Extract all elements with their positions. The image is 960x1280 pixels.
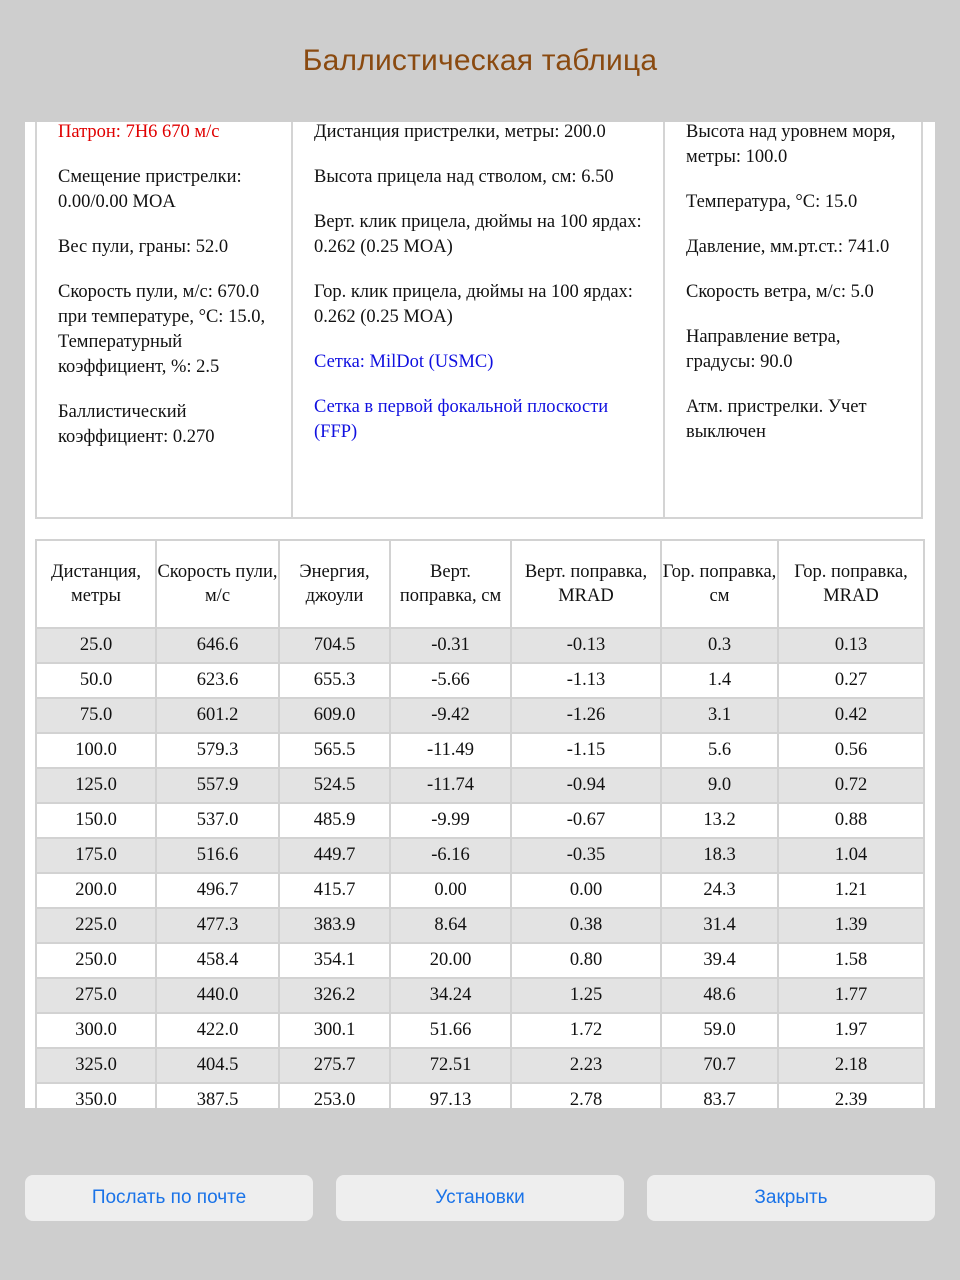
table-cell: 458.4 <box>156 943 279 978</box>
table-cell: 404.5 <box>156 1048 279 1083</box>
table-cell: -6.16 <box>390 838 511 873</box>
table-row <box>36 663 924 698</box>
table-cell: 623.6 <box>156 663 279 698</box>
table-cell: 1.21 <box>778 873 924 908</box>
table-cell: 0.27 <box>778 663 924 698</box>
table-row <box>36 838 924 873</box>
table-row <box>36 1083 924 1108</box>
table-cell: 0.00 <box>511 873 661 908</box>
table-cell: 125.0 <box>36 768 156 803</box>
table-row <box>36 803 924 838</box>
table-cell: 20.00 <box>390 943 511 978</box>
table-cell: -5.66 <box>390 663 511 698</box>
report-scroll-area[interactable] <box>25 122 935 1108</box>
parameter-item: Температура, °C: 15.0 <box>686 192 858 212</box>
parameters-column-atmosphere <box>665 122 921 517</box>
parameter-item: Скорость пули, м/с: 670.0 при температуре, °C: 15.0, Температурный коэффициент, %: 2.5 <box>58 282 266 377</box>
table-cell: 200.0 <box>36 873 156 908</box>
parameter-item: Верт. клик прицела, дюймы на 100 ярдах: 0.262 (0.25 MOA) <box>314 212 642 257</box>
parameter-item: Сетка в первой фокальной плоскости (FFP) <box>314 397 609 442</box>
column-header: Гор. поправка, см <box>661 540 778 628</box>
table-cell: 1.25 <box>511 978 661 1013</box>
table-cell: 25.0 <box>36 628 156 663</box>
table-cell: 704.5 <box>279 628 390 663</box>
table-row <box>36 943 924 978</box>
table-cell: 250.0 <box>36 943 156 978</box>
column-header: Дистанция, метры <box>36 540 156 628</box>
table-cell: 275.7 <box>279 1048 390 1083</box>
table-row <box>36 978 924 1013</box>
table-cell: 275.0 <box>36 978 156 1013</box>
table-cell: 72.51 <box>390 1048 511 1083</box>
table-cell: 655.3 <box>279 663 390 698</box>
table-cell: -0.67 <box>511 803 661 838</box>
table-cell: 325.0 <box>36 1048 156 1083</box>
table-cell: 516.6 <box>156 838 279 873</box>
column-header: Верт. поправка, MRAD <box>511 540 661 628</box>
table-cell: -1.13 <box>511 663 661 698</box>
table-cell: -11.74 <box>390 768 511 803</box>
table-row <box>36 628 924 663</box>
table-cell: 0.13 <box>778 628 924 663</box>
table-cell: 2.18 <box>778 1048 924 1083</box>
table-cell: 5.6 <box>661 733 778 768</box>
parameter-item: Высота над уровнем моря, метры: 100.0 <box>686 122 896 167</box>
table-cell: 97.13 <box>390 1083 511 1108</box>
table-cell: 1.97 <box>778 1013 924 1048</box>
parameters-column-scope <box>293 122 665 517</box>
table-cell: -9.42 <box>390 698 511 733</box>
table-cell: 2.78 <box>511 1083 661 1108</box>
table-cell: 609.0 <box>279 698 390 733</box>
table-cell: 415.7 <box>279 873 390 908</box>
table-cell: 100.0 <box>36 733 156 768</box>
table-cell: 1.72 <box>511 1013 661 1048</box>
table-cell: 300.1 <box>279 1013 390 1048</box>
table-cell: 50.0 <box>36 663 156 698</box>
table-cell: 565.5 <box>279 733 390 768</box>
column-header: Верт. поправка, см <box>390 540 511 628</box>
settings-button[interactable]: Установки <box>336 1175 624 1221</box>
table-cell: 537.0 <box>156 803 279 838</box>
table-cell: 59.0 <box>661 1013 778 1048</box>
page-title: Баллистическая таблица <box>302 44 658 77</box>
column-header: Гор. поправка, MRAD <box>778 540 924 628</box>
table-cell: 75.0 <box>36 698 156 733</box>
parameters-panel <box>35 122 923 519</box>
table-cell: -0.35 <box>511 838 661 873</box>
column-header: Скорость пули, м/с <box>156 540 279 628</box>
table-cell: 83.7 <box>661 1083 778 1108</box>
table-cell: 3.1 <box>661 698 778 733</box>
table-cell: 253.0 <box>279 1083 390 1108</box>
table-cell: 449.7 <box>279 838 390 873</box>
table-cell: 175.0 <box>36 838 156 873</box>
parameter-item: Баллистический коэффициент: 0.270 <box>58 402 215 447</box>
table-cell: -1.26 <box>511 698 661 733</box>
table-cell: 9.0 <box>661 768 778 803</box>
table-row <box>36 733 924 768</box>
table-cell: 2.39 <box>778 1083 924 1108</box>
table-cell: 0.56 <box>778 733 924 768</box>
table-row <box>36 1048 924 1083</box>
parameters-column-cartridge <box>37 122 293 517</box>
table-cell: 24.3 <box>661 873 778 908</box>
send-email-button[interactable]: Послать по почте <box>25 1175 313 1221</box>
table-cell: 524.5 <box>279 768 390 803</box>
table-cell: 601.2 <box>156 698 279 733</box>
table-cell: -11.49 <box>390 733 511 768</box>
table-cell: 1.58 <box>778 943 924 978</box>
parameter-item: Скорость ветра, м/с: 5.0 <box>686 282 874 302</box>
table-cell: 225.0 <box>36 908 156 943</box>
table-cell: 31.4 <box>661 908 778 943</box>
table-cell: 477.3 <box>156 908 279 943</box>
parameter-item: Давление, мм.рт.ст.: 741.0 <box>686 237 890 257</box>
table-body <box>36 628 924 1108</box>
table-cell: 354.1 <box>279 943 390 978</box>
table-cell: 0.00 <box>390 873 511 908</box>
parameter-item: Атм. пристрелки. Учет выключен <box>686 397 867 442</box>
table-cell: 1.77 <box>778 978 924 1013</box>
table-cell: -0.13 <box>511 628 661 663</box>
table-cell: 440.0 <box>156 978 279 1013</box>
table-cell: -9.99 <box>390 803 511 838</box>
table-row <box>36 873 924 908</box>
table-cell: 0.80 <box>511 943 661 978</box>
ballistic-table <box>35 539 925 1108</box>
table-row <box>36 768 924 803</box>
table-cell: -1.15 <box>511 733 661 768</box>
parameter-item: Гор. клик прицела, дюймы на 100 ярдах: 0.262 (0.25 MOA) <box>314 282 633 327</box>
table-cell: 646.6 <box>156 628 279 663</box>
table-header-row <box>36 540 924 628</box>
table-cell: 300.0 <box>36 1013 156 1048</box>
parameter-item: Направление ветра, градусы: 90.0 <box>686 327 841 372</box>
table-cell: 0.38 <box>511 908 661 943</box>
table-cell: 387.5 <box>156 1083 279 1108</box>
table-cell: -0.31 <box>390 628 511 663</box>
table-row <box>36 698 924 733</box>
table-cell: 18.3 <box>661 838 778 873</box>
parameter-item: Патрон: 7Н6 670 м/с <box>58 122 220 142</box>
table-cell: 1.4 <box>661 663 778 698</box>
table-cell: 579.3 <box>156 733 279 768</box>
table-row <box>36 1013 924 1048</box>
table-cell: 2.23 <box>511 1048 661 1083</box>
table-cell: 326.2 <box>279 978 390 1013</box>
table-cell: 1.04 <box>778 838 924 873</box>
table-cell: 422.0 <box>156 1013 279 1048</box>
parameter-item: Вес пули, граны: 52.0 <box>58 237 229 257</box>
close-button[interactable]: Закрыть <box>647 1175 935 1221</box>
parameter-item: Дистанция пристрелки, метры: 200.0 <box>314 122 606 142</box>
table-cell: 0.42 <box>778 698 924 733</box>
parameter-item: Смещение пристрелки: 0.00/0.00 MOA <box>58 167 242 212</box>
parameter-item: Высота прицела над стволом, см: 6.50 <box>314 167 614 187</box>
table-cell: 0.72 <box>778 768 924 803</box>
table-cell: 51.66 <box>390 1013 511 1048</box>
table-cell: 13.2 <box>661 803 778 838</box>
table-cell: 1.39 <box>778 908 924 943</box>
table-cell: 8.64 <box>390 908 511 943</box>
table-cell: 350.0 <box>36 1083 156 1108</box>
table-cell: 70.7 <box>661 1048 778 1083</box>
table-cell: 0.3 <box>661 628 778 663</box>
table-cell: 383.9 <box>279 908 390 943</box>
table-cell: -0.94 <box>511 768 661 803</box>
table-cell: 48.6 <box>661 978 778 1013</box>
table-cell: 557.9 <box>156 768 279 803</box>
table-cell: 39.4 <box>661 943 778 978</box>
table-row <box>36 908 924 943</box>
table-cell: 34.24 <box>390 978 511 1013</box>
parameter-item: Сетка: MilDot (USMC) <box>314 352 494 372</box>
table-cell: 496.7 <box>156 873 279 908</box>
table-cell: 485.9 <box>279 803 390 838</box>
column-header: Энергия, джоули <box>279 540 390 628</box>
table-cell: 0.88 <box>778 803 924 838</box>
table-cell: 150.0 <box>36 803 156 838</box>
ballistic-table-wrapper <box>35 539 923 1108</box>
